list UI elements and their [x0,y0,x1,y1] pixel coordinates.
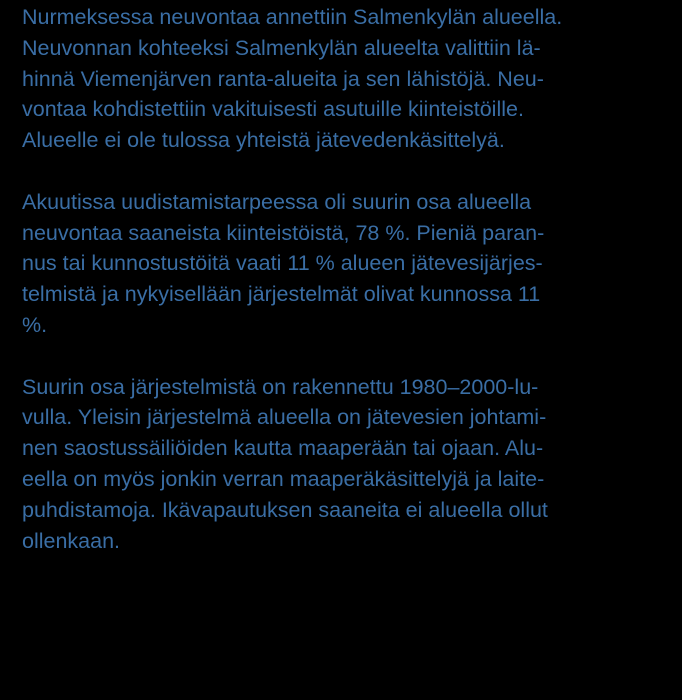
text-line: Akuutissa uudistamistarpeessa oli suurin osa alueella [22,189,532,214]
text-line: Nurmeksessa neuvontaa annettiin Salmenkylän alueella. [22,5,563,29]
text-line: Suurin osa järjestelmistä on rakennettu 1980–2000-lu- [22,374,539,399]
text-line: telmistä ja nykyisellään järjestelmät olivat kunnossa 11 [22,282,541,307]
text-line: nus tai kunnostustöitä vaati 11 % alueen jätevesijärjes- [22,251,543,276]
paragraph-neuvonta [22,2,662,156]
text-line: neuvontaa saaneista kiinteistöistä, 78 %. Pieniä paran- [22,220,545,245]
text-line: vontaa kohdistettiin vakituisesti asutuille kiinteistöille. [22,97,524,122]
text-line: nen saostussäiliöiden kautta maaperään tai ojaan. Alu- [22,436,544,461]
text-line: Neuvonnan kohteeksi Salmenkylän alueelta valittiin lä- [22,35,541,60]
text-line: Alueelle ei ole tulossa yhteistä jätevedenkäsittelyä. [22,128,505,153]
text-line: %. [22,312,48,337]
paragraph-jarjestelmat [22,372,662,557]
paragraph-uudistamistarve [22,187,662,341]
text-line: eella on myös jonkin verran maaperäkäsittelyjä ja laite- [22,466,545,491]
text-line: puhdistamoja. Ikävapautuksen saaneita ei alueella ollut [22,497,548,522]
document-body [22,2,662,587]
text-line: hinnä Viemenjärven ranta-alueita ja sen lähistöjä. Neu- [22,66,544,91]
text-line: vulla. Yleisin järjestelmä alueella on jätevesien johtami- [22,405,547,430]
text-line: ollenkaan. [22,528,121,553]
